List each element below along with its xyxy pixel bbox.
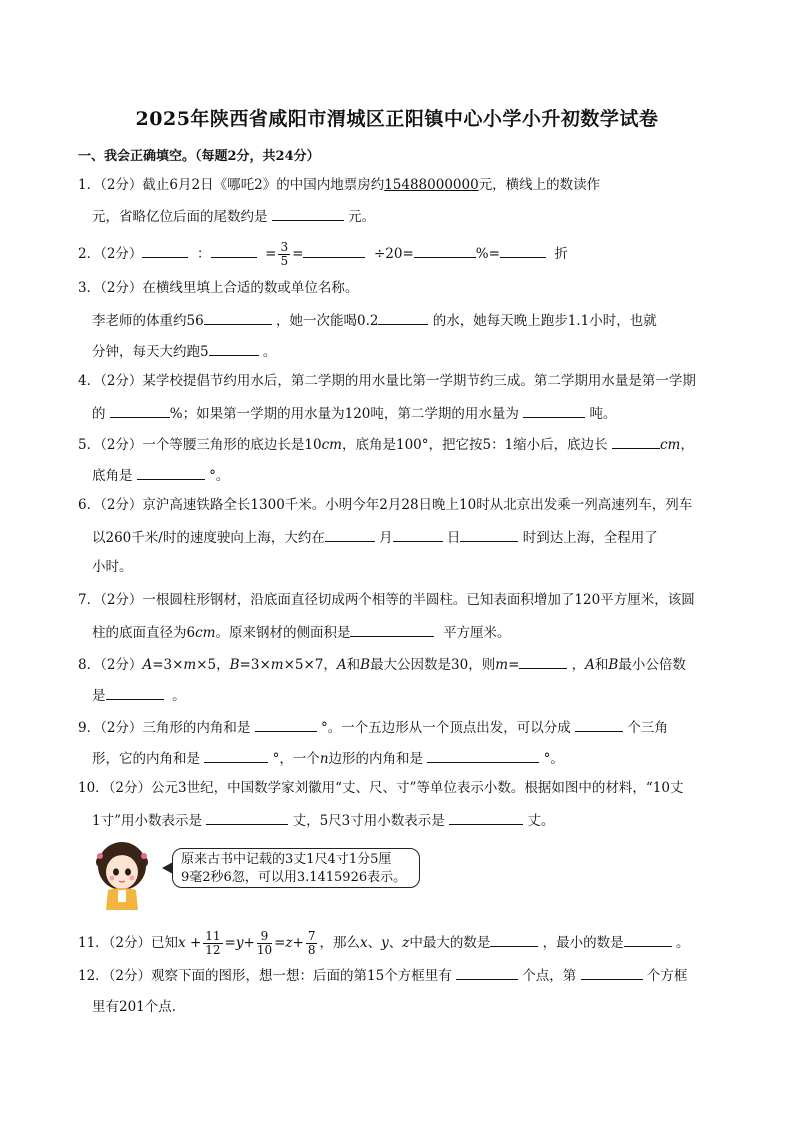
fraction-7-8 (306, 930, 318, 957)
question-8-line-1 (78, 654, 686, 674)
answer-blank[interactable] (272, 206, 344, 221)
q1-text-b: 元，横线上的数读作 (478, 177, 601, 193)
q2-zhe: 折 (554, 246, 569, 262)
answer-blank[interactable] (393, 527, 443, 542)
section-heading: 一、我会正确填空。（每题2分，共24分） (78, 149, 320, 164)
q12-text-d: 里有201个点. (92, 999, 177, 1015)
answer-blank[interactable] (137, 465, 205, 480)
q8-text-c: ×5， (196, 657, 230, 673)
question-9-line-1 (78, 717, 668, 737)
q2-div: ÷20= (373, 246, 414, 262)
callout-line-1: 原来古书中记载的3丈1尺4寸1分5厘 (181, 852, 392, 867)
q6-month: 月 (379, 530, 393, 546)
q8-eq: = (508, 657, 520, 673)
question-4-line-2 (92, 403, 617, 423)
q6-text-b: 以260千米/时的速度驶向上海，大约在 (92, 530, 325, 546)
q8-text-f: 和 (346, 657, 361, 673)
denominator: 12 (205, 943, 221, 957)
answer-blank[interactable] (490, 932, 538, 947)
separator: 、 (367, 935, 382, 951)
answer-blank[interactable] (456, 965, 518, 980)
q12-text: 12．（2分）观察下面的图形，想一想：后面的第15个方框里有 (78, 968, 452, 984)
q1-text-c: 元，省略亿位后面的尾数约是 (92, 209, 268, 225)
q6-text-f: 小时。 (92, 559, 133, 575)
answer-blank[interactable] (575, 717, 623, 732)
q9-text-f: 边形的内角和是 (328, 751, 424, 767)
question-12-line-1 (78, 965, 687, 985)
q7-text-b: 柱的底面直径为6 (92, 625, 196, 641)
q6-text: 6．（2分）京沪高速铁路全长1300千米。小明今年2月28日晚上10时从北京出发乘一列高速列车，列车 (78, 497, 693, 513)
question-7-line-1 (78, 591, 695, 609)
q8-text: 8．（2分） (78, 657, 143, 673)
q3-text-c: ，她一次能喝0.2 (275, 313, 379, 329)
equals-sign: = (274, 935, 286, 951)
q7-text: 7．（2分）一根圆柱形钢材，沿底面直径切成两个相等的半圆柱。已知表面积增加了120平方厘米，该圆 (78, 592, 695, 608)
q1-text: 1．（2分）截止6月2日《哪吒2》的中国内地票房约 (78, 177, 385, 193)
q9-text-c: 个三角 (627, 720, 668, 736)
answer-blank[interactable] (110, 403, 170, 418)
answer-blank[interactable] (209, 341, 259, 356)
answer-blank[interactable] (142, 243, 188, 258)
q5-text-e: 底角是 (92, 468, 133, 484)
q9-text: 9．（2分）三角形的内角和是 (78, 720, 251, 736)
q2-eq: = (265, 246, 277, 262)
q9-text-d: 形，它的内角和是 (92, 751, 200, 767)
question-3-line-2 (92, 310, 657, 330)
var-A: A (142, 657, 153, 673)
q9-text-e: °，一个 (272, 751, 320, 767)
answer-blank[interactable] (255, 717, 317, 732)
girl-illustration (94, 840, 150, 910)
var-y: y (381, 935, 389, 951)
q4-text: 4．（2分）某学校提倡节约用水后，第二学期的用水量比第一学期节约三成。第二学期用水量是第一学期 (78, 373, 696, 389)
var-x: x (359, 935, 368, 951)
q8-comma: ， (571, 657, 586, 673)
q3-text-b: 李老师的体重约56 (92, 313, 204, 329)
q11-text-b: ，那么 (319, 935, 360, 951)
exam-title: 2025年陕西省咸阳市渭城区正阳镇中心小学小升初数学试卷 (135, 108, 659, 130)
var-z: z (285, 935, 293, 951)
q8-text-j: 和 (594, 657, 609, 673)
answer-blank[interactable] (427, 748, 539, 763)
denominator: 8 (307, 943, 316, 957)
question-12-line-2 (92, 998, 176, 1016)
callout-line-2: 9毫2秒6忽，可以用3.1415926表示。 (181, 870, 407, 885)
answer-blank[interactable] (414, 243, 476, 258)
q3-text-f: 。 (262, 344, 277, 360)
q7-text-c: 。原来钢材的侧面积是 (215, 625, 351, 641)
plus-sign: + (189, 935, 202, 951)
numerator: 3 (280, 240, 289, 254)
question-5-line-2 (92, 465, 229, 485)
q8-text-g: 最大公因数是30，则 (370, 657, 496, 673)
separator: 、 (388, 935, 403, 951)
q10-text-c: 丈，5尺3寸用小数表示是 (292, 813, 445, 829)
question-8-line-2 (92, 685, 186, 705)
var-A: A (336, 657, 347, 673)
q11-text-f: ，最小的数是 (542, 935, 624, 951)
q12-text-b: 个点，第 (522, 968, 577, 984)
q2-colon: ： (197, 246, 211, 262)
question-2-line (78, 241, 568, 268)
question-5-line-1 (78, 434, 694, 454)
question-6-line-3 (92, 558, 133, 576)
q5-text-f: °。 (209, 468, 230, 484)
q4-text-c: %；如果第一学期的用水量为120吨，第二学期的用水量为 (169, 406, 519, 422)
q1-text-d: 元。 (348, 209, 376, 225)
fraction-3-5 (278, 241, 290, 268)
q11-text-e: 中最大的数是 (409, 935, 491, 951)
q8-text-e: ×5×7， (283, 657, 337, 673)
question-1-line-2 (92, 206, 375, 226)
question-6-line-1 (78, 496, 692, 514)
answer-blank[interactable] (206, 810, 288, 825)
numerator: 7 (307, 929, 316, 943)
fraction-11-12 (203, 930, 222, 957)
var-m: m (495, 657, 509, 673)
plus-sign: + (243, 935, 255, 951)
q8-period: 。 (172, 688, 186, 704)
question-10-line-1 (78, 779, 684, 797)
question-7-line-2 (92, 622, 511, 642)
var-n: n (319, 751, 329, 767)
q3-text: 3．（2分）在横线里填上合适的数或单位名称。 (78, 280, 359, 296)
numerator: 11 (205, 929, 221, 943)
q11-text-g: 。 (675, 935, 690, 951)
q10-text-d: 丈。 (527, 813, 555, 829)
q12-text-c: 个方框 (646, 968, 688, 984)
answer-blank[interactable] (303, 243, 365, 258)
denominator: 10 (256, 943, 273, 957)
var-B: B (229, 657, 240, 673)
speech-bubble (172, 848, 420, 888)
answer-blank[interactable] (106, 685, 164, 700)
var-y: y (235, 935, 244, 951)
var-B: B (608, 657, 619, 673)
unit-cm: cm (321, 437, 342, 453)
q8-text-k: 最小公倍数 (618, 657, 686, 673)
plus-sign: + (292, 935, 304, 951)
answer-blank[interactable] (624, 932, 672, 947)
q5-text-b: ，底角是100°，把它按5：1缩小后，底边长 (341, 437, 608, 453)
question-10-line-2 (92, 810, 554, 830)
box-office-number: 15488000000 (384, 177, 479, 193)
question-6-line-2 (92, 527, 658, 547)
question-3-line-1 (78, 279, 358, 297)
var-x: x (178, 935, 186, 951)
answer-blank[interactable] (350, 622, 434, 637)
q6-text-e: 时到达上海，全程用了 (522, 530, 658, 546)
equals-sign: = (224, 935, 236, 951)
q2-eq2: = (292, 246, 304, 262)
question-3-line-3 (92, 341, 276, 361)
answer-blank[interactable] (211, 243, 257, 258)
q8-text-d: =3× (239, 657, 271, 673)
unit-cm: cm (195, 625, 216, 641)
q6-day: 日 (446, 530, 461, 546)
q4-text-b: 的 (92, 406, 106, 422)
q11-text: 11．（2分）已知 (78, 935, 179, 951)
var-m: m (270, 657, 284, 673)
q10-text: 10．（2分）公元3世纪，中国数学家刘徽用“丈、尺、寸”等单位表示小数。根据如图中的材料，“10丈 (78, 780, 684, 796)
question-4-line-1 (78, 372, 696, 390)
var-B: B (360, 657, 371, 673)
q2-percent: %= (475, 246, 500, 262)
answer-blank[interactable] (581, 965, 643, 980)
question-9-line-2 (92, 748, 564, 768)
unit-cm: cm (659, 437, 681, 453)
fraction-9-10 (257, 930, 272, 957)
answer-blank[interactable] (500, 243, 546, 258)
q5-comma: ， (680, 437, 694, 453)
question-11-line (78, 930, 689, 957)
q3-text-d: 的水，她每天晚上跑步1.1小时，也就 (432, 313, 657, 329)
answer-blank[interactable] (449, 810, 523, 825)
var-A: A (585, 657, 595, 673)
q3-text-e: 分钟，每天大约跑5 (92, 344, 209, 360)
denominator: 5 (280, 254, 289, 268)
answer-blank[interactable] (612, 434, 660, 449)
answer-blank[interactable] (519, 654, 567, 669)
answer-blank[interactable] (378, 310, 428, 325)
q10-text-b: 1寸”用小数表示是 (92, 813, 202, 829)
var-z: z (402, 935, 410, 951)
var-m: m (183, 657, 197, 673)
q2-text: 2．（2分） (78, 246, 143, 262)
q9-text-b: °。一个五边形从一个顶点出发，可以分成 (321, 720, 571, 736)
answer-blank[interactable] (460, 527, 518, 542)
q5-text: 5．（2分）一个等腰三角形的底边长是10 (78, 437, 322, 453)
answer-blank[interactable] (204, 310, 272, 325)
question-1-line-1 (78, 176, 600, 194)
answer-blank[interactable] (204, 748, 268, 763)
q7-text-d: 平方厘米。 (443, 625, 511, 641)
q4-text-d: 吨。 (589, 406, 617, 422)
answer-blank[interactable] (523, 403, 585, 418)
q8-text-l: 是 (92, 688, 106, 704)
q9-text-g: °。 (543, 751, 564, 767)
answer-blank[interactable] (325, 527, 375, 542)
q8-text-b: =3× (152, 657, 184, 673)
numerator: 9 (257, 930, 272, 944)
